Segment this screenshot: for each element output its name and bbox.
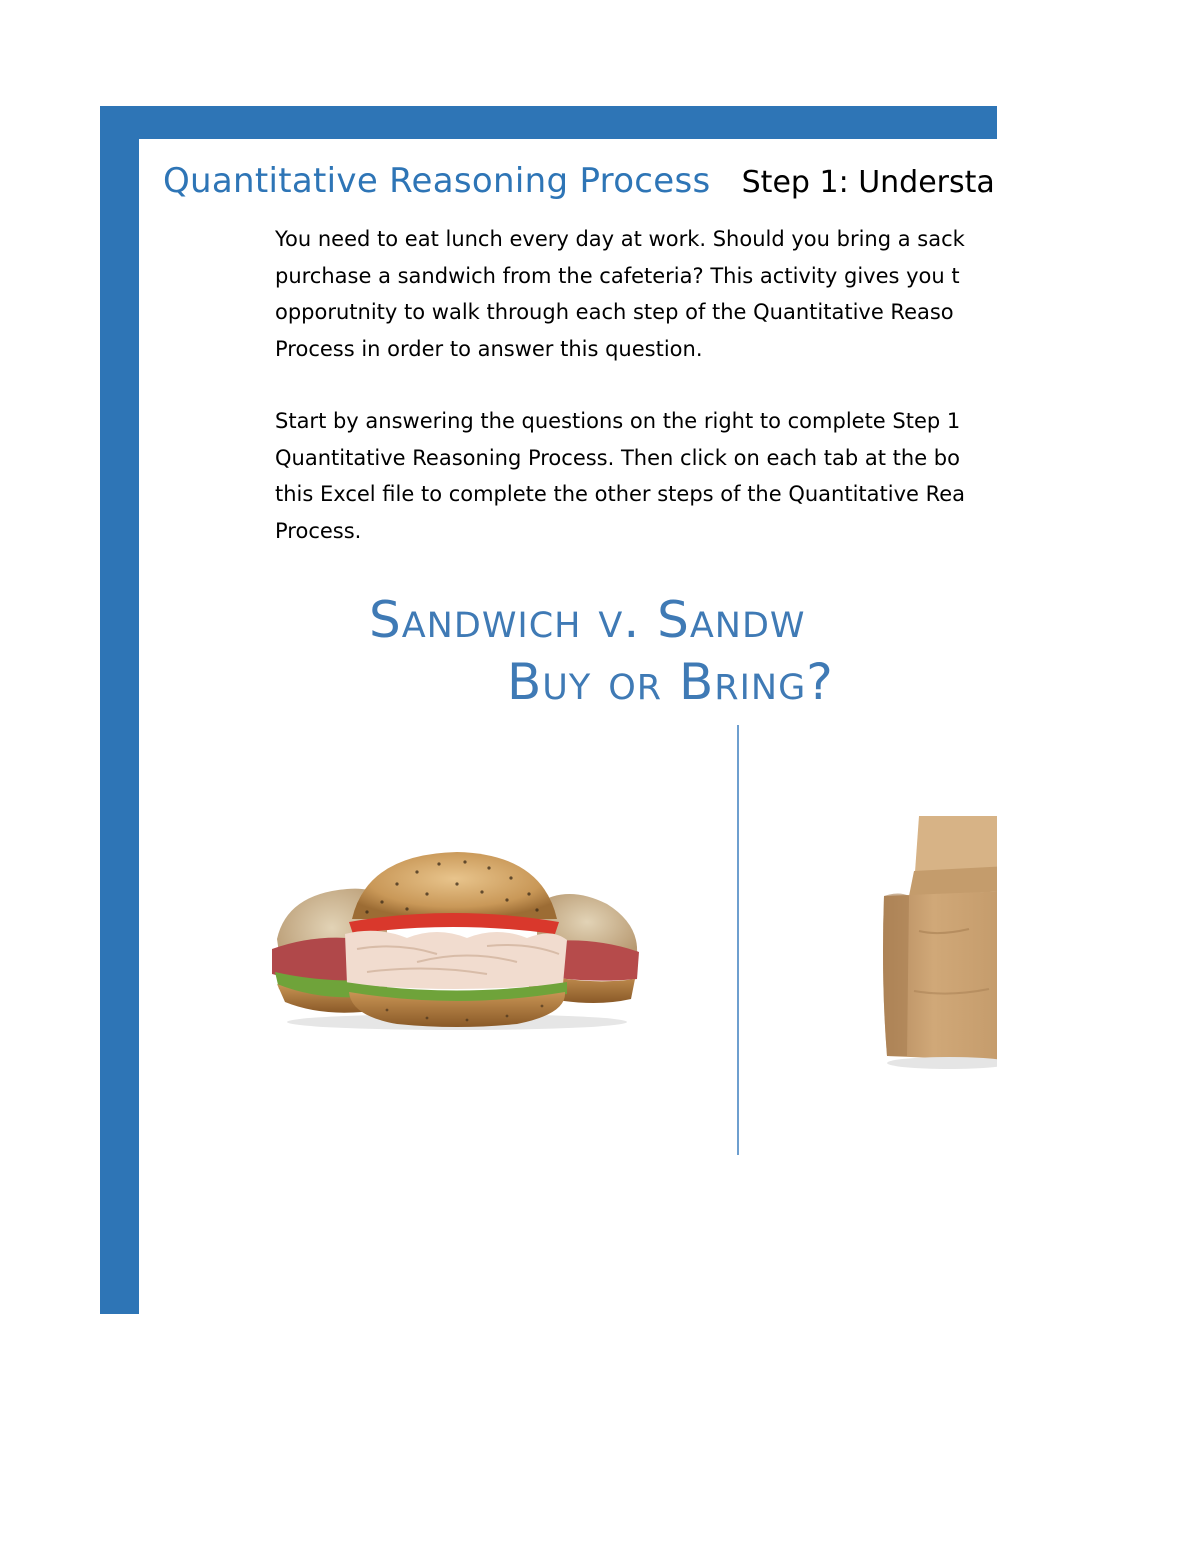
sandwich-headline <box>369 591 834 711</box>
step-label: Step 1: Understa <box>741 165 995 200</box>
intro-line: purchase a sandwich from the cafeteria? This activity gives you t <box>275 263 960 288</box>
intro-line: opporutnity to walk through each step of the Quantitative Reaso <box>275 300 954 324</box>
intro-line: this Excel file to complete the other steps of the Quantitative Rea <box>275 482 966 506</box>
sandwich-image <box>267 834 647 1034</box>
paper-bag-image <box>879 811 997 1071</box>
intro-line: Quantitative Reasoning Process. Then click on each tab at the bo <box>275 445 960 470</box>
frame-left-bar <box>100 106 139 1314</box>
intro-line: Process. <box>275 518 362 543</box>
intro-line: Process in order to answer this question. <box>275 336 703 361</box>
frame-top-bar <box>100 106 997 139</box>
vertical-divider <box>737 725 739 1155</box>
headline-line-2 <box>507 653 834 711</box>
page-title: Quantitative Reasoning Process <box>163 161 711 201</box>
headline-text-1: Sandwich v. Sandw <box>369 591 806 649</box>
intro-line: You need to eat lunch every day at work. Should you bring a sack <box>275 227 965 251</box>
headline-text-2: Buy or Bring? <box>507 653 834 711</box>
headline-line-1 <box>369 591 806 649</box>
intro-line: Start by answering the questions on the right to complete Step 1 <box>275 409 961 433</box>
worksheet-area <box>139 139 997 1314</box>
heading-row <box>163 161 995 201</box>
intro-text <box>275 221 997 549</box>
